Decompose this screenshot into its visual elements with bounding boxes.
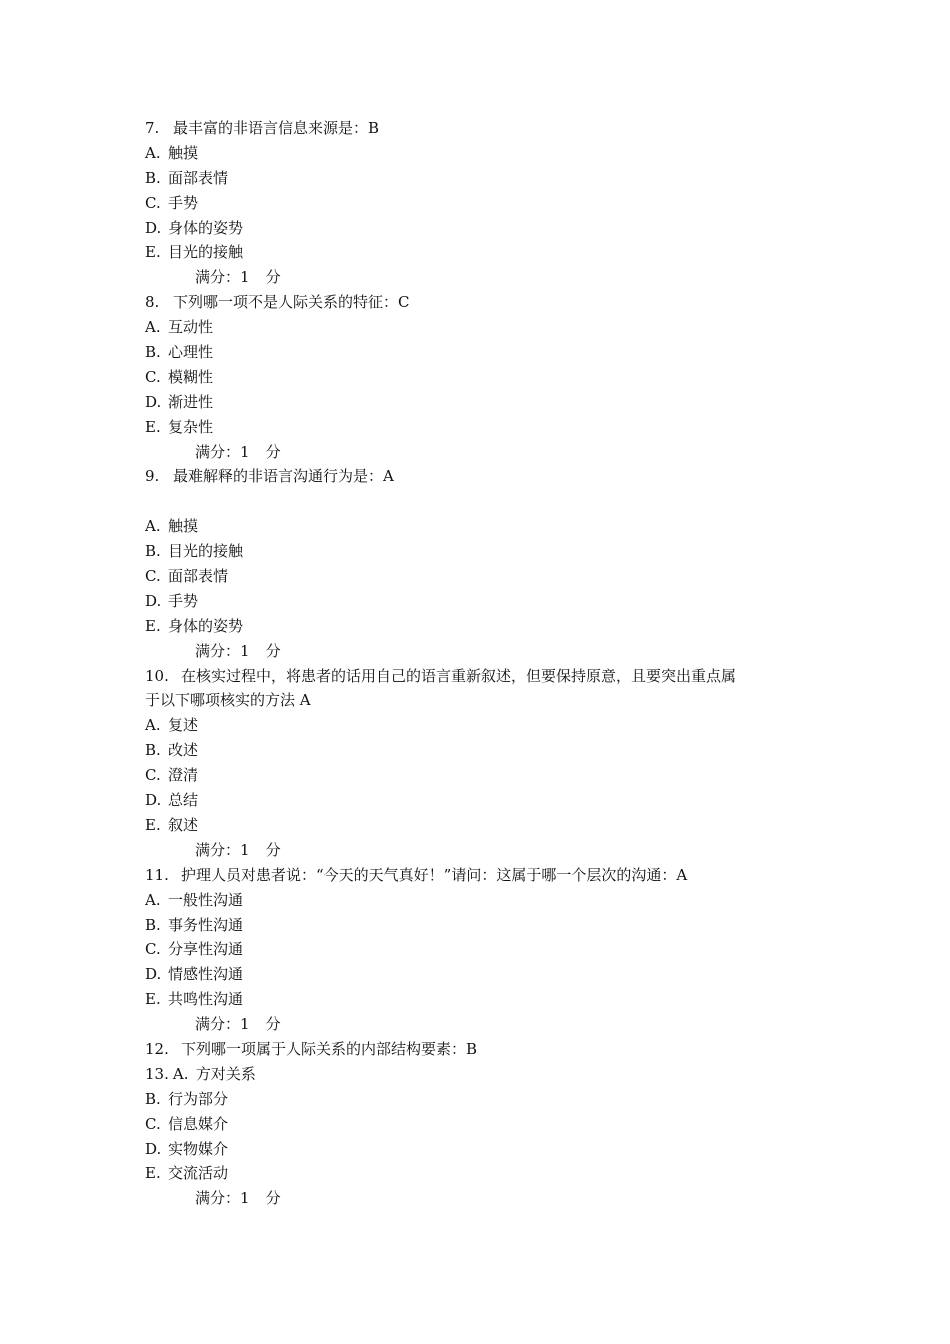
option-letter: A. xyxy=(145,318,161,337)
score-label: 满分： xyxy=(195,641,241,660)
option-d xyxy=(145,1137,825,1162)
option-e xyxy=(145,987,825,1012)
option-letter: D. xyxy=(145,591,162,610)
option-a xyxy=(145,141,825,166)
option-c xyxy=(145,763,825,788)
question-number: 10. xyxy=(145,666,169,685)
question-list xyxy=(145,116,825,1211)
option-letter: B. xyxy=(145,1089,161,1108)
option-b xyxy=(145,340,825,365)
option-prefix: 13. xyxy=(145,1064,169,1083)
score-unit: 分 xyxy=(265,442,281,461)
option-d xyxy=(145,962,825,987)
question-number: 11. xyxy=(145,865,169,884)
question-number: 12. xyxy=(145,1039,169,1058)
score-line xyxy=(145,440,825,465)
option-text: 手势 xyxy=(168,193,199,212)
option-text: 复杂性 xyxy=(168,417,214,436)
score-unit: 分 xyxy=(265,1189,281,1208)
option-text: 目光的接触 xyxy=(168,542,244,561)
option-text: 情感性沟通 xyxy=(168,965,244,984)
question-text: 护理人员对患者说：“今天的天气真好！”请问：这属于哪一个层次的沟通：A xyxy=(181,865,688,884)
option-letter: D. xyxy=(145,791,162,810)
score-label: 满分： xyxy=(195,1189,241,1208)
option-text: 总结 xyxy=(168,791,199,810)
option-text: 分享性沟通 xyxy=(168,940,244,959)
option-text: 信息媒介 xyxy=(168,1114,229,1133)
option-c xyxy=(145,1112,825,1137)
option-letter: C. xyxy=(145,567,161,586)
score-label: 满分： xyxy=(195,840,241,859)
option-e xyxy=(145,415,825,440)
option-text: 手势 xyxy=(168,591,199,610)
option-letter: C. xyxy=(145,940,161,959)
score-unit: 分 xyxy=(265,268,281,287)
question-text: 下列哪一项不是人际关系的特征：C xyxy=(173,293,410,312)
option-text: 目光的接触 xyxy=(168,243,244,262)
option-letter: E. xyxy=(145,616,161,635)
question-10-continued xyxy=(145,688,825,713)
option-letter: C. xyxy=(145,367,161,386)
option-letter: B. xyxy=(145,915,161,934)
option-letter: C. xyxy=(145,766,161,785)
option-text: 面部表情 xyxy=(168,567,229,586)
option-letter: E. xyxy=(145,243,161,262)
option-text: 触摸 xyxy=(168,517,199,536)
option-letter: E. xyxy=(145,1164,161,1183)
option-text: 渐进性 xyxy=(168,392,214,411)
option-e xyxy=(145,813,825,838)
option-d xyxy=(145,788,825,813)
option-c xyxy=(145,365,825,390)
option-letter: A. xyxy=(145,716,161,735)
question-12 xyxy=(145,1037,825,1062)
option-d xyxy=(145,589,825,614)
option-e xyxy=(145,614,825,639)
option-c xyxy=(145,937,825,962)
question-10 xyxy=(145,664,825,689)
question-text: 在核实过程中，将患者的话用自己的语言重新叙述，但要保持原意，且要突出重点属 xyxy=(181,666,737,685)
question-9 xyxy=(145,464,825,489)
option-c xyxy=(145,564,825,589)
score-value: 1 xyxy=(240,1189,250,1208)
score-line xyxy=(145,1186,825,1211)
option-letter: D. xyxy=(145,1139,162,1158)
option-text: 方对关系 xyxy=(195,1064,256,1083)
option-letter: A. xyxy=(145,143,161,162)
option-text: 共鸣性沟通 xyxy=(168,990,244,1009)
option-a xyxy=(145,1062,825,1087)
option-letter: B. xyxy=(145,343,161,362)
option-text: 改述 xyxy=(168,741,199,760)
score-label: 满分： xyxy=(195,442,241,461)
score-label: 满分： xyxy=(195,268,241,287)
option-a xyxy=(145,514,825,539)
score-value: 1 xyxy=(240,268,250,287)
option-a xyxy=(145,713,825,738)
score-unit: 分 xyxy=(265,641,281,660)
option-d xyxy=(145,390,825,415)
option-letter: C. xyxy=(145,193,161,212)
score-unit: 分 xyxy=(265,840,281,859)
option-e xyxy=(145,1161,825,1186)
score-line xyxy=(145,1012,825,1037)
option-a xyxy=(145,315,825,340)
score-value: 1 xyxy=(240,442,250,461)
blank-line xyxy=(145,489,825,514)
option-d xyxy=(145,216,825,241)
score-label: 满分： xyxy=(195,1015,241,1034)
question-number: 7. xyxy=(145,119,160,137)
option-text: 实物媒介 xyxy=(168,1139,229,1158)
score-value: 1 xyxy=(240,840,250,859)
question-text: 于以下哪项核实的方法 A xyxy=(145,691,311,710)
score-line xyxy=(145,639,825,664)
option-letter: A. xyxy=(172,1064,189,1083)
option-b xyxy=(145,539,825,564)
option-text: 交流活动 xyxy=(168,1164,229,1183)
option-text: 叙述 xyxy=(168,815,199,834)
option-letter: E. xyxy=(145,990,161,1009)
question-7 xyxy=(145,116,825,141)
score-line xyxy=(145,838,825,863)
option-letter: A. xyxy=(145,890,161,909)
option-e xyxy=(145,240,825,265)
question-number: 8. xyxy=(145,293,160,312)
question-text: 下列哪一项属于人际关系的内部结构要素：B xyxy=(181,1039,478,1058)
option-letter: D. xyxy=(145,392,162,411)
score-line xyxy=(145,265,825,290)
question-number: 9. xyxy=(145,467,160,486)
option-text: 心理性 xyxy=(168,343,214,362)
option-letter: E. xyxy=(145,417,161,436)
option-letter: A. xyxy=(145,517,161,536)
question-text: 最难解释的非语言沟通行为是：A xyxy=(173,467,394,486)
option-letter: D. xyxy=(145,965,162,984)
score-value: 1 xyxy=(240,1015,250,1034)
option-text: 行为部分 xyxy=(168,1089,229,1108)
option-letter: E. xyxy=(145,815,161,834)
option-letter: B. xyxy=(145,542,161,561)
option-text: 触摸 xyxy=(168,143,199,162)
option-text: 一般性沟通 xyxy=(168,890,244,909)
question-11 xyxy=(145,863,825,888)
option-text: 模糊性 xyxy=(168,367,214,386)
option-b xyxy=(145,913,825,938)
option-text: 身体的姿势 xyxy=(168,218,244,237)
question-8 xyxy=(145,290,825,315)
option-letter: C. xyxy=(145,1114,161,1133)
option-b xyxy=(145,738,825,763)
option-c xyxy=(145,191,825,216)
option-text: 澄清 xyxy=(168,766,199,785)
option-b xyxy=(145,1087,825,1112)
score-value: 1 xyxy=(240,641,250,660)
option-text: 身体的姿势 xyxy=(168,616,244,635)
option-a xyxy=(145,888,825,913)
question-text: 最丰富的非语言信息来源是：B xyxy=(173,119,380,137)
option-letter: B. xyxy=(145,741,161,760)
option-b xyxy=(145,166,825,191)
option-letter: D. xyxy=(145,218,162,237)
score-unit: 分 xyxy=(265,1015,281,1034)
option-text: 复述 xyxy=(168,716,199,735)
option-text: 事务性沟通 xyxy=(168,915,244,934)
option-text: 互动性 xyxy=(168,318,214,337)
option-letter: B. xyxy=(145,168,161,187)
option-text: 面部表情 xyxy=(168,168,229,187)
